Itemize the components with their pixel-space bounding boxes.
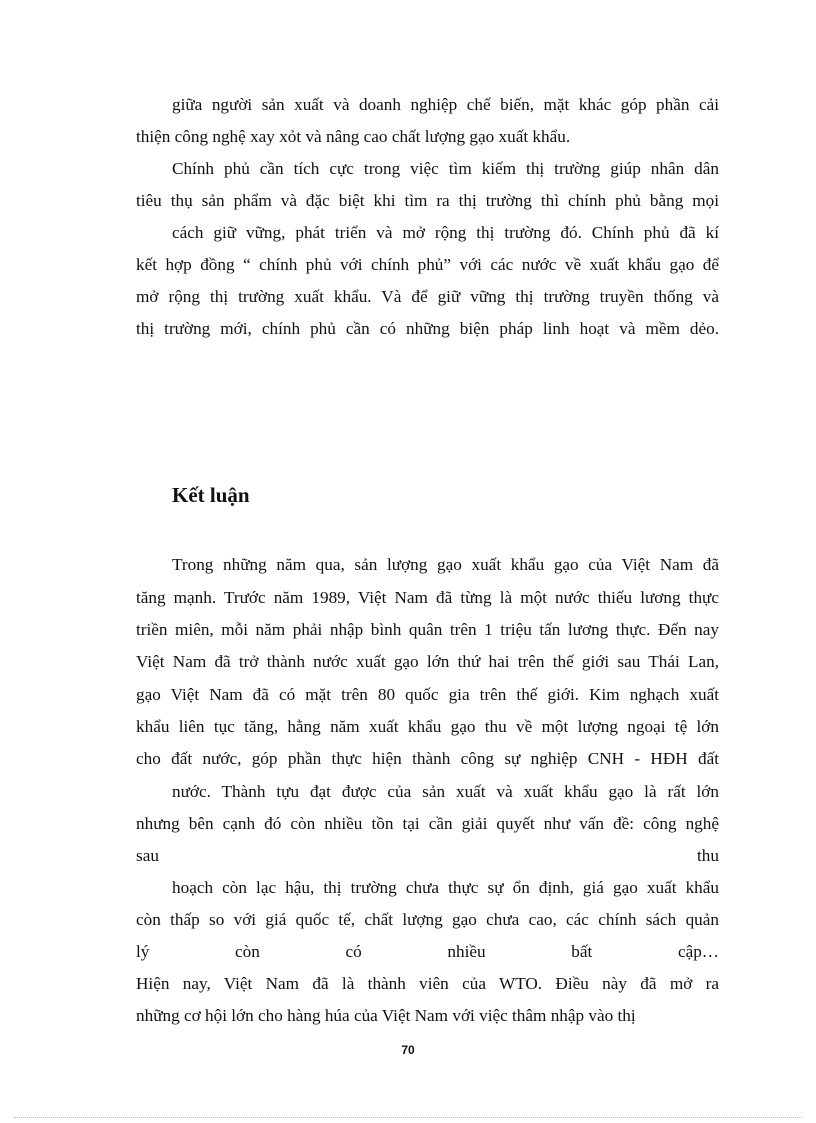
text-line: thiện công nghệ xay xỏt và nâng cao chất lượng gạo xuất khẩu.	[136, 127, 571, 146]
text-line: triền miên, mỗi năm phải nhập bình quân trên 1 triệu tấn lương thực. Đến nay	[136, 620, 719, 639]
text-line: Trong những năm qua, sản lượng gạo xuất khẩu gạo của Việt Nam đã	[172, 555, 719, 574]
text-line: cho đất nước, góp phần thực hiện thành công sự nghiệp CNH - HĐH đất	[136, 749, 719, 768]
text-line: Hiện nay, Việt Nam đã là thành viên của WTO. Điều này đã mở ra	[136, 974, 719, 993]
text-line: Chính phủ cần tích cực trong việc tìm kiếm thị trường giúp nhân dân	[172, 159, 719, 178]
section-heading: Kết luận	[172, 483, 250, 507]
text-line: gạo Việt Nam đã có mặt trên 80 quốc gia trên thế giới. Kim nghạch xuất	[136, 685, 719, 704]
text-line: những cơ hội lớn cho hàng húa của Việt Nam với việc thâm nhập vào thị	[136, 1006, 636, 1025]
text-line: nước. Thành tựu đạt được của sản xuất và xuất khẩu gạo là rất lớn	[172, 782, 719, 801]
text-line: Việt Nam đã trở thành nước xuất gạo lớn thứ hai trên thế giới sau Thái Lan,	[136, 652, 719, 671]
text-line: tiêu thụ sản phẩm và đặc biệt khi tìm ra thị trường thì chính phủ bằng mọi	[136, 191, 719, 210]
text-line: hoạch còn lạc hậu, thị trường chưa thực sự ổn định, giá gạo xuất khẩu	[172, 878, 719, 897]
text-line: thị trường mới, chính phủ cần có những biện pháp linh hoạt và mềm dẻo.	[136, 319, 719, 338]
text-line: kết hợp đồng “ chính phủ với chính phủ” với các nước về xuất khẩu gạo để	[136, 255, 719, 274]
text-line: khẩu liên tục tăng, hằng năm xuất khẩu gạo thu về một lượng ngoại tệ lớn	[136, 717, 719, 736]
page-number: 70	[401, 1043, 415, 1057]
text-line: lý còn có nhiều bất cập…	[136, 942, 719, 961]
text-line: nhưng bên cạnh đó còn nhiều tồn tại cần giải quyết như vấn đề: công nghệ	[136, 814, 719, 833]
text-line: mở rộng thị trường xuất khẩu. Và để giữ vững thị trường truyền thống và	[136, 287, 719, 306]
text-line: còn thấp so với giá quốc tế, chất lượng gạo chưa cao, các chính sách quản	[136, 910, 719, 929]
text-line: cách giữ vững, phát triển và mở rộng thị trường đó. Chính phủ đã kí	[172, 223, 719, 242]
text-line: giữa người sản xuất và doanh nghiệp chế biến, mặt khác góp phần cải	[172, 95, 719, 114]
page-border	[14, 1117, 802, 1118]
text-line: sau thu	[136, 846, 719, 865]
text-line: tăng mạnh. Trước năm 1989, Việt Nam đã từng là một nước thiếu lương thực	[136, 588, 719, 607]
